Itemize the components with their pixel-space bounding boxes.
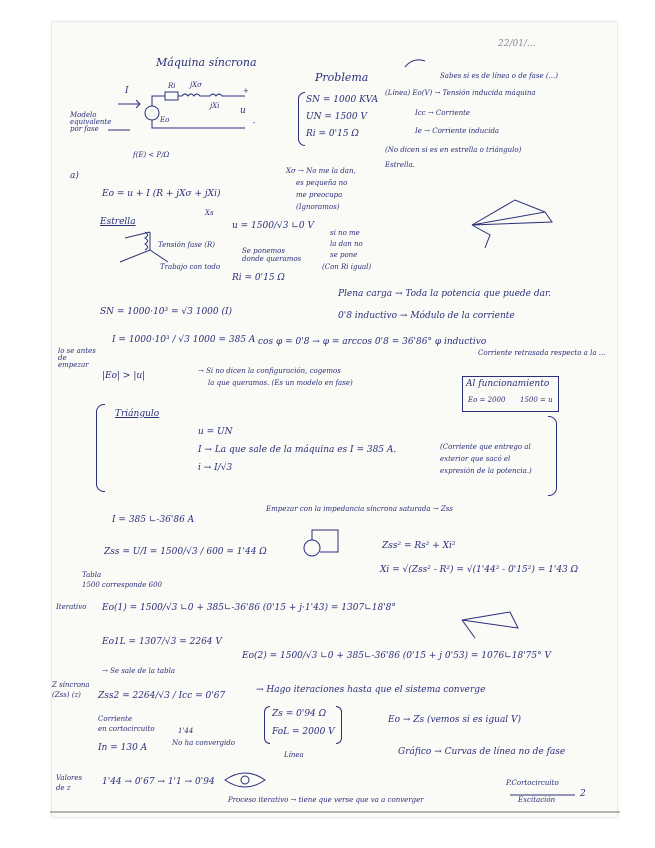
problem-note-2: Icc → Corriente: [415, 109, 471, 117]
no-conv-note: No ha convergido: [172, 739, 235, 747]
final-zs: Zs = 0'94 Ω: [272, 709, 327, 719]
saturated-impedance-note: Empezar con la impedancia síncrona saturada → Zss: [266, 505, 453, 513]
final-right-bracket: [336, 706, 342, 744]
circuit-voltage-label: u: [240, 106, 246, 116]
iterative-label: Iterativo: [56, 603, 87, 611]
ri-note-1: la dan no: [330, 240, 363, 248]
u-note-1: donde queramos: [242, 255, 302, 263]
eo2-calculation: Eo(2) = 1500/√3 ∟0 + 385∟-36'86 (0'15 + j 0'53) = 1076∟18'75° V: [242, 651, 551, 661]
star-note-1: Trabajo con todo: [160, 263, 221, 271]
triangle-heading: Triángulo: [115, 409, 160, 419]
lag-note: Corriente retrasada respecto a la ...: [478, 349, 606, 357]
date-stamp: 22/01/...: [498, 39, 536, 49]
table-note-0: Tabla: [82, 571, 102, 579]
resistor-symbol: [165, 92, 178, 100]
in-value: In = 130 A: [98, 743, 148, 753]
problem-un: UN = 1500 V: [306, 112, 367, 122]
triangle-row-0: u = UN: [198, 427, 233, 437]
current-phasor: I = 385 ∟-36'86 A: [112, 515, 195, 525]
circuit-inner-reactance-label: jXi: [210, 102, 220, 110]
operation-box-eo: Eo = 2000: [468, 396, 506, 404]
table-note-1: 1500 corresponde 600: [82, 581, 163, 589]
xi-calculation: Xi = √(Zss² - R²) = √(1'44² - 0'15²) = 1'43 Ω: [380, 565, 579, 575]
triangle-row-2: i → I/√3: [198, 463, 233, 473]
xs-label: Xs: [205, 209, 214, 217]
circuit-current-label: I: [125, 86, 129, 96]
page-title: Máquina síncrona: [156, 56, 257, 69]
sn-equation: SN = 1000·10³ = √3 1000 (I): [100, 307, 233, 317]
u-note-0: Se ponemos: [242, 247, 285, 255]
final-fol: FoL = 2000 V: [272, 727, 335, 737]
xs-note-1: es pequeña no: [296, 179, 348, 187]
operation-box-u: 1500 = u: [520, 396, 553, 404]
problem-note-0: Sabes si es de línea o de fase (...): [440, 72, 558, 80]
final-left-bracket: [264, 706, 270, 744]
eo1-calculation: Eo(1) = 1500/√3 ∟0 + 385∟-36'86 (0'15 + j·1'43) = 1307∟18'8°: [102, 603, 396, 613]
config-note-0: → Si no dicen la configuración, cogemos: [198, 367, 341, 375]
star-heading: Estrella: [100, 217, 136, 227]
from-table-note: → Se sale de la tabla: [102, 667, 175, 675]
values-sequence: 1'44 → 0'67 → 1'1 → 0'94: [102, 777, 215, 787]
triangle-left-brace: [96, 404, 105, 492]
triangle-note-2: expresión de la potencia.): [440, 467, 532, 475]
no-conv-value: 1'44: [178, 727, 194, 735]
iteration-note: → Hago iteraciones hasta que el sistema converge: [256, 685, 486, 695]
magnitude-compare: |Eo| > |u|: [102, 371, 146, 381]
ri-note-2: se pone: [330, 251, 358, 259]
cc-note-1: en cortocircuito: [98, 725, 155, 733]
margin-note: lo se antes de empezar: [58, 347, 96, 369]
operation-box-title: Al funcionamiento: [466, 379, 550, 389]
problem-note-5: Estrella.: [385, 161, 415, 169]
circuit-reactance-label: jXσ: [190, 81, 202, 89]
problem-note-4: (No dicen si es en estrella o triángulo): [385, 146, 522, 154]
final-line-label: Línea: [284, 751, 304, 759]
problem-heading: Problema: [315, 71, 369, 84]
triangle-row-1: I → La que sale de la máquina es I = 385 A.: [198, 445, 397, 455]
ri-note-3: (Con Ri igual): [322, 263, 372, 271]
zss-calculation: Zss = U/I = 1500/√3 / 600 = 1'44 Ω: [104, 547, 267, 557]
zss-squared: Zss² = Rs² + Xi²: [382, 541, 456, 551]
voltage-source-symbol: [145, 106, 159, 120]
zss2-margin-1: (Zss) (z): [52, 691, 81, 699]
xs-note-3: (Ignoramos): [296, 203, 340, 211]
phasor-equation: Eo = u + I (R + jXσ + jXi): [102, 189, 221, 199]
star-note-0: Tensión fase (R): [158, 241, 216, 249]
problem-sn: SN = 1000 KVA: [306, 95, 379, 105]
problem-ri: Ri = 0'15 Ω: [306, 129, 359, 139]
xs-note-0: Xσ → No me la dan,: [286, 167, 356, 175]
current-calculation: I = 1000·10³ / √3 1000 = 385 A: [112, 335, 256, 345]
circuit-emf-label: Eo: [160, 116, 170, 124]
model-label: Modelo equivalente por fase: [70, 111, 112, 133]
problem-brace: [298, 92, 305, 146]
final-arrow-note: Eo → Zs (vemos si es igual V): [388, 715, 522, 725]
eye-note: Proceso iterativo → tiene que verse que va a converger: [228, 796, 424, 804]
plena-carga: Plena carga → Toda la potencia que puede dar.: [338, 289, 552, 299]
footer-excitation: Excitación: [518, 796, 556, 804]
circuit-resistance-label: Ri: [168, 82, 176, 90]
cos-calculation: cos φ = 0'8 → φ = arccos 0'8 = 36'86° φ inductivo: [258, 337, 487, 347]
zss2-margin-0: Z síncrona: [52, 681, 90, 689]
triangle-right-brace: [548, 416, 557, 496]
footer-short-circuit: P.Cortocircuito: [506, 779, 559, 787]
u-calculation: u = 1500/√3 ∟0 V: [232, 221, 314, 231]
zss2-calculation: Zss2 = 2264/√3 / Icc = 0'67: [98, 691, 226, 701]
xs-note-2: me preocupa: [296, 191, 343, 199]
part-a-label: a): [70, 171, 79, 181]
cc-note-0: Corriente: [98, 715, 133, 723]
eo1-line: Eo1L = 1307/√3 = 2264 V: [102, 637, 222, 647]
triangle-note-1: exterior que sacó el: [440, 455, 511, 463]
page-number: 2: [580, 789, 586, 799]
config-note-1: la que queramos. (Es un modelo en fase): [208, 379, 353, 387]
frequency-relation: f(E) < P/Ω: [133, 151, 170, 159]
problem-note-3: Ie → Corriente inducida: [415, 127, 500, 135]
ri-note-0: si no me: [330, 229, 360, 237]
graph-note: Gráfico → Curvas de línea no de fase: [398, 747, 566, 757]
triangle-note-0: (Corriente que entrego al: [440, 443, 531, 451]
circuit-minus: -: [253, 119, 256, 127]
circuit-plus: +: [243, 87, 249, 95]
values-label-0: Valores: [56, 774, 83, 782]
inductive-note: 0'8 inductivo → Módulo de la corriente: [338, 311, 515, 321]
problem-note-1: (Línea) Eo(V) → Tensión inducida máquina: [385, 89, 536, 97]
ri-value: Ri = 0'15 Ω: [232, 273, 285, 283]
values-label-1: de z: [56, 784, 71, 792]
